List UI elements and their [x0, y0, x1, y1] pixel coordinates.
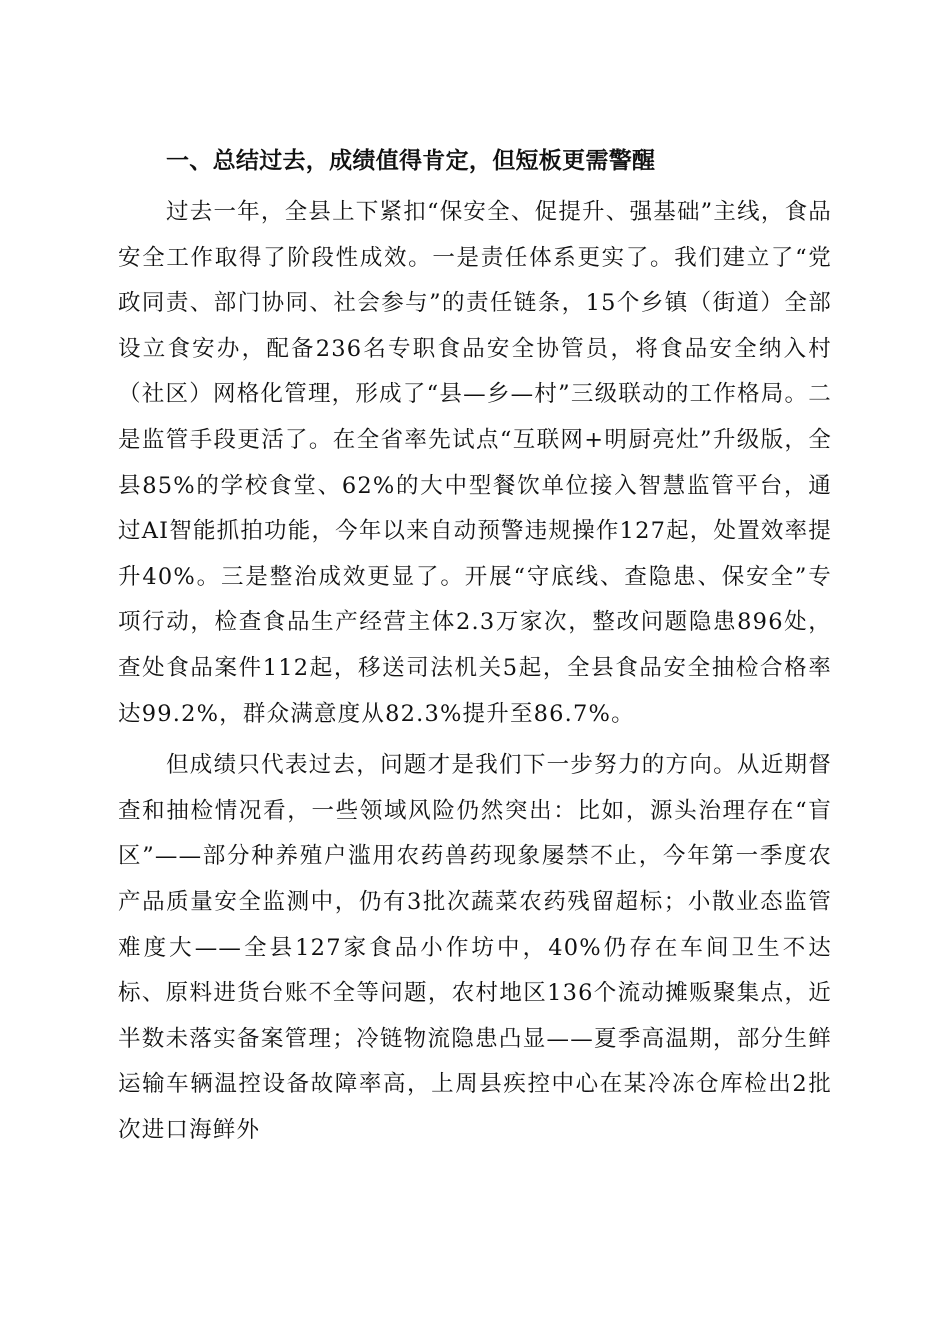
paragraph-achievements: 过去一年，全县上下紧扣“保安全、促提升、强基础”主线，食品安全工作取得了阶段性成效。一是责任体系更实了。我们建立了“党政同责、部门协同、社会参与”的责任链条，15个乡镇（街道）全部设立食安办，配备236名专职食品安全协管员，将食品安全纳入村（社区）网格化管理，形成了“县—乡—村”三级联动的工作格局。二是监管手段更活了。在全省率先试点“互联网+明厨亮灶”升级版，全县85%的学校食堂、62%的大中型餐饮单位接入智慧监管平台，通过AI智能抓拍功能，今年以来自动预警违规操作127起，处置效率提升40%。三是整治成效更显了。开展“守底线、查隐患、保安全”专项行动，检查食品生产经营主体2.3万家次，整改问题隐患896处，查处食品案件112起，移送司法机关5起，全县食品安全抽检合格率达99.2%，群众满意度从82.3%提升至86.7%。 — [118, 199, 832, 727]
document-body — [118, 138, 832, 1153]
section-heading: 一、总结过去，成绩值得肯定，但短板更需警醒 — [166, 148, 656, 174]
paragraph-problems: 但成绩只代表过去，问题才是我们下一步努力的方向。从近期督查和抽检情况看，一些领域风险仍然突出：比如，源头治理存在“盲区”——部分种养殖户滥用农药兽药现象屡禁不止，今年第一季度农产品质量安全监测中，仍有3批次蔬菜农药残留超标；小散业态监管难度大——全县127家食品小作坊中，40%仍存在车间卫生不达标、原料进货台账不全等问题，农村地区136个流动摊贩聚集点，近半数未落实备案管理；冷链物流隐患凸显——夏季高温期，部分生鲜运输车辆温控设备故障率高，上周县疾控中心在某冷冻仓库检出2批次进口海鲜外 — [118, 752, 832, 1143]
